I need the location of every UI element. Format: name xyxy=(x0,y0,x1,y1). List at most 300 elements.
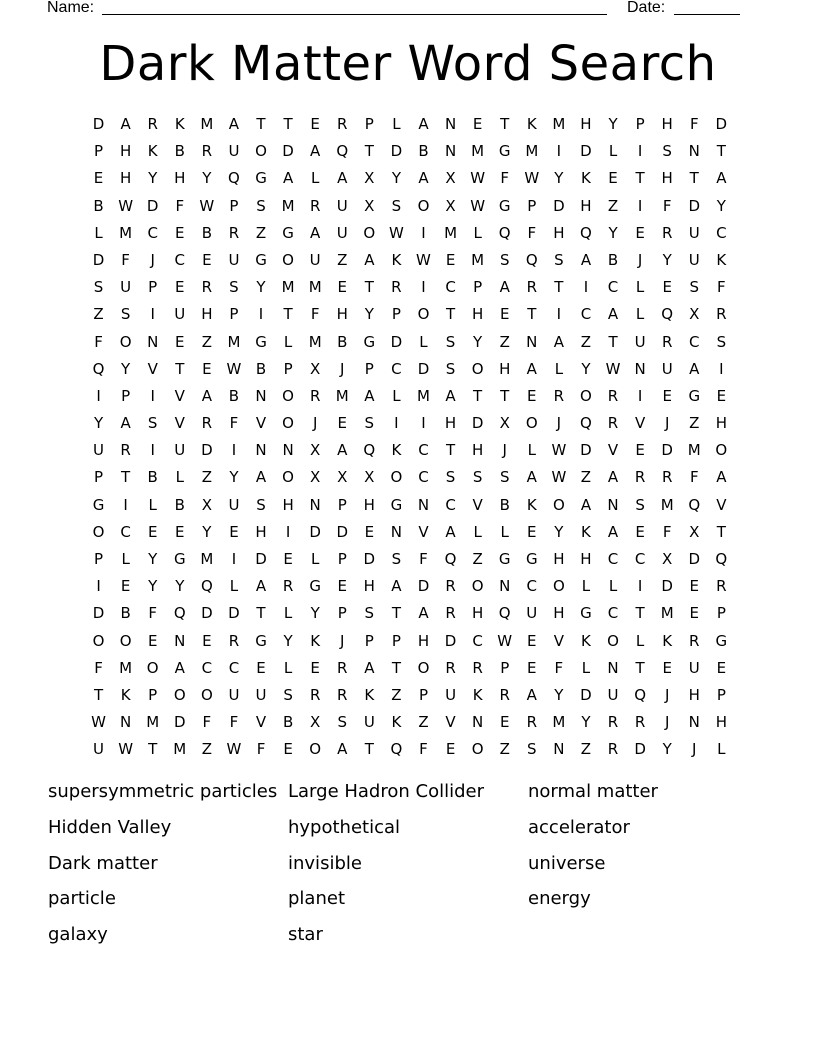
grid-letter[interactable]: S xyxy=(527,740,537,759)
grid-letter[interactable]: Q xyxy=(444,550,457,568)
grid-letter[interactable]: K xyxy=(581,169,591,188)
grid-letter[interactable]: X xyxy=(364,196,375,215)
grid-letter[interactable]: H xyxy=(580,115,592,133)
grid-letter[interactable]: F xyxy=(148,604,158,623)
grid-letter[interactable]: E xyxy=(175,278,185,297)
grid-letter[interactable]: G xyxy=(173,550,186,568)
grid-letter[interactable]: I xyxy=(556,142,562,161)
grid-letter[interactable]: R xyxy=(634,468,646,487)
grid-letter[interactable]: S xyxy=(445,359,456,378)
grid-letter[interactable]: I xyxy=(719,359,724,378)
grid-letter[interactable]: P xyxy=(500,658,510,677)
grid-letter[interactable]: C xyxy=(716,223,727,242)
grid-letter[interactable]: Z xyxy=(201,740,212,759)
grid-letter[interactable]: U xyxy=(688,250,700,269)
grid-letter[interactable]: H xyxy=(336,305,348,324)
grid-letter[interactable]: N xyxy=(607,495,619,514)
grid-letter[interactable]: E xyxy=(202,359,212,378)
grid-letter[interactable]: F xyxy=(419,740,428,759)
grid-letter[interactable]: A xyxy=(418,169,429,188)
grid-letter[interactable]: M xyxy=(444,223,458,242)
grid-letter[interactable]: O xyxy=(417,658,430,677)
grid-letter[interactable]: U xyxy=(228,250,240,269)
grid-letter[interactable]: R xyxy=(607,740,619,759)
grid-letter[interactable]: X xyxy=(310,441,321,460)
grid-letter[interactable]: D xyxy=(634,740,646,759)
grid-letter[interactable]: S xyxy=(689,278,700,297)
grid-letter[interactable]: U xyxy=(228,685,240,704)
grid-letter[interactable]: V xyxy=(445,713,456,732)
grid-letter[interactable]: D xyxy=(390,142,403,161)
grid-letter[interactable]: U xyxy=(336,223,348,242)
grid-letter[interactable]: B xyxy=(499,495,510,514)
grid-letter[interactable]: R xyxy=(445,577,456,596)
grid-letter[interactable]: R xyxy=(228,223,240,242)
grid-letter[interactable]: L xyxy=(527,441,536,460)
grid-letter[interactable]: E xyxy=(445,740,456,759)
grid-letter[interactable]: D xyxy=(471,414,484,433)
grid-letter[interactable]: R xyxy=(607,713,619,732)
grid-letter[interactable]: M xyxy=(119,223,133,242)
grid-letter[interactable]: A xyxy=(580,250,592,269)
grid-letter[interactable]: Z xyxy=(93,305,104,324)
grid-letter[interactable]: R xyxy=(147,115,158,133)
grid-letter[interactable]: L xyxy=(608,142,618,161)
grid-letter[interactable]: A xyxy=(689,359,700,378)
grid-letter[interactable]: C xyxy=(445,278,456,297)
grid-letter[interactable]: L xyxy=(608,577,618,596)
grid-letter[interactable]: T xyxy=(635,658,645,677)
grid-letter[interactable]: Z xyxy=(255,223,267,242)
grid-letter[interactable]: O xyxy=(525,414,538,433)
grid-letter[interactable]: L xyxy=(635,305,645,324)
grid-letter[interactable]: G xyxy=(498,550,511,568)
grid-letter[interactable]: U xyxy=(93,441,105,460)
grid-letter[interactable]: N xyxy=(255,441,267,460)
grid-letter[interactable]: A xyxy=(120,414,131,433)
grid-letter[interactable]: S xyxy=(499,468,510,487)
grid-letter[interactable]: Y xyxy=(202,169,212,188)
grid-letter[interactable]: Y xyxy=(148,550,158,568)
grid-letter[interactable]: U xyxy=(120,278,132,297)
grid-letter[interactable]: L xyxy=(635,631,645,650)
grid-letter[interactable]: Q xyxy=(228,169,240,188)
grid-letter[interactable]: Y xyxy=(554,685,564,704)
grid-letter[interactable]: E xyxy=(499,305,510,324)
grid-letter[interactable]: C xyxy=(418,441,429,460)
grid-letter[interactable]: I xyxy=(231,441,237,460)
grid-letter[interactable]: H xyxy=(444,414,457,433)
grid-letter[interactable]: O xyxy=(471,577,484,596)
grid-letter[interactable]: M xyxy=(308,332,322,351)
grid-letter[interactable]: D xyxy=(661,577,673,596)
grid-letter[interactable]: P xyxy=(337,550,347,568)
grid-letter[interactable]: E xyxy=(337,414,347,433)
grid-letter[interactable]: E xyxy=(689,604,699,623)
grid-letter[interactable]: T xyxy=(364,278,374,297)
grid-letter[interactable]: N xyxy=(688,713,700,732)
grid-letter[interactable]: J xyxy=(637,250,643,269)
grid-letter[interactable]: C xyxy=(689,332,700,351)
grid-letter[interactable]: Y xyxy=(716,196,726,215)
grid-letter[interactable]: S xyxy=(283,685,293,704)
grid-letter[interactable]: I xyxy=(96,386,101,405)
grid-letter[interactable]: S xyxy=(229,278,239,297)
grid-letter[interactable]: S xyxy=(445,468,456,487)
grid-letter[interactable]: Z xyxy=(580,332,592,351)
grid-letter[interactable]: F xyxy=(229,713,239,732)
grid-letter[interactable]: W xyxy=(226,359,242,378)
grid-letter[interactable]: W xyxy=(91,713,106,732)
grid-letter[interactable]: D xyxy=(553,196,565,215)
grid-letter[interactable]: X xyxy=(364,468,375,487)
grid-letter[interactable]: E xyxy=(175,332,185,351)
grid-letter[interactable]: A xyxy=(418,604,429,623)
grid-letter[interactable]: V xyxy=(255,713,267,732)
grid-letter[interactable]: W xyxy=(470,169,486,188)
grid-letter[interactable]: R xyxy=(309,196,321,215)
grid-letter[interactable]: K xyxy=(391,441,402,460)
grid-letter[interactable]: U xyxy=(309,250,321,269)
grid-letter[interactable]: O xyxy=(417,196,430,215)
grid-letter[interactable]: E xyxy=(93,169,104,188)
grid-letter[interactable]: A xyxy=(364,386,375,405)
grid-letter[interactable]: M xyxy=(119,658,133,677)
grid-letter[interactable]: A xyxy=(526,359,537,378)
grid-letter[interactable]: I xyxy=(637,196,643,215)
grid-letter[interactable]: K xyxy=(310,631,321,650)
grid-letter[interactable]: G xyxy=(363,332,376,351)
grid-letter[interactable]: S xyxy=(662,142,672,161)
grid-letter[interactable]: Y xyxy=(581,359,591,378)
grid-letter[interactable]: L xyxy=(581,658,591,677)
grid-letter[interactable]: A xyxy=(255,468,267,487)
grid-letter[interactable]: H xyxy=(201,305,213,324)
grid-letter[interactable]: P xyxy=(94,550,104,568)
grid-letter[interactable]: J xyxy=(664,685,670,704)
grid-letter[interactable]: H xyxy=(715,713,727,732)
grid-letter[interactable]: S xyxy=(93,278,104,297)
grid-letter[interactable]: T xyxy=(391,604,401,623)
grid-letter[interactable]: Y xyxy=(310,604,320,623)
grid-letter[interactable]: U xyxy=(363,713,375,732)
grid-letter[interactable]: S xyxy=(147,414,158,433)
grid-letter[interactable]: Q xyxy=(173,604,186,623)
grid-letter[interactable]: T xyxy=(364,740,374,759)
grid-letter[interactable]: H xyxy=(580,196,592,215)
grid-letter[interactable]: D xyxy=(661,441,673,460)
grid-letter[interactable]: H xyxy=(119,169,132,188)
grid-letter[interactable]: B xyxy=(337,332,348,351)
grid-letter[interactable]: P xyxy=(94,142,104,161)
grid-letter[interactable]: W xyxy=(524,169,540,188)
grid-letter[interactable]: Z xyxy=(391,685,402,704)
grid-letter[interactable]: U xyxy=(445,685,457,704)
grid-letter[interactable]: U xyxy=(174,305,186,324)
grid-letter[interactable]: N xyxy=(120,713,132,732)
grid-letter[interactable]: Y xyxy=(283,631,293,650)
grid-letter[interactable]: D xyxy=(444,631,457,650)
grid-letter[interactable]: N xyxy=(309,495,321,514)
grid-letter[interactable]: L xyxy=(635,278,645,297)
grid-letter[interactable]: E xyxy=(662,658,672,677)
grid-letter[interactable]: H xyxy=(119,142,132,161)
grid-letter[interactable]: E xyxy=(472,115,483,133)
grid-letter[interactable]: Q xyxy=(525,250,538,269)
grid-letter[interactable]: G xyxy=(525,550,538,568)
grid-letter[interactable]: I xyxy=(285,522,291,541)
grid-letter[interactable]: B xyxy=(255,359,267,378)
grid-letter[interactable]: B xyxy=(120,604,131,623)
grid-letter[interactable]: G xyxy=(255,332,267,351)
grid-letter[interactable]: Y xyxy=(608,115,618,133)
grid-letter[interactable]: T xyxy=(608,332,618,351)
grid-letter[interactable]: D xyxy=(688,550,701,568)
grid-letter[interactable]: F xyxy=(229,414,239,433)
grid-letter[interactable]: R xyxy=(337,685,348,704)
grid-letter[interactable]: E xyxy=(147,631,158,650)
grid-letter[interactable]: R xyxy=(337,658,348,677)
grid-letter[interactable]: G xyxy=(255,169,267,188)
grid-letter[interactable]: A xyxy=(580,495,592,514)
grid-letter[interactable]: X xyxy=(337,468,348,487)
grid-letter[interactable]: T xyxy=(391,658,401,677)
grid-letter[interactable]: L xyxy=(392,115,401,133)
grid-letter[interactable]: H xyxy=(363,495,375,514)
grid-letter[interactable]: Y xyxy=(229,468,239,487)
grid-letter[interactable]: F xyxy=(175,196,185,215)
grid-letter[interactable]: Q xyxy=(336,142,349,161)
grid-letter[interactable]: X xyxy=(310,713,321,732)
grid-letter[interactable]: L xyxy=(554,359,564,378)
grid-letter[interactable]: F xyxy=(662,522,672,541)
grid-letter[interactable]: Y xyxy=(148,577,158,596)
grid-letter[interactable]: V xyxy=(255,414,267,433)
grid-letter[interactable]: O xyxy=(119,631,132,650)
grid-letter[interactable]: M xyxy=(281,196,295,215)
grid-letter[interactable]: Z xyxy=(201,332,212,351)
grid-letter[interactable]: S xyxy=(256,495,266,514)
grid-letter[interactable]: B xyxy=(174,142,185,161)
grid-letter[interactable]: O xyxy=(552,495,565,514)
grid-letter[interactable]: O xyxy=(200,685,213,704)
grid-letter[interactable]: J xyxy=(502,441,507,460)
grid-letter[interactable]: A xyxy=(526,685,537,704)
grid-letter[interactable]: E xyxy=(635,522,645,541)
grid-letter[interactable]: D xyxy=(417,359,430,378)
grid-letter[interactable]: T xyxy=(500,386,510,405)
grid-letter[interactable]: D xyxy=(580,142,592,161)
grid-letter[interactable]: N xyxy=(444,142,457,161)
grid-letter[interactable]: R xyxy=(472,658,483,677)
grid-letter[interactable]: S xyxy=(120,305,131,324)
grid-letter[interactable]: V xyxy=(147,359,158,378)
grid-letter[interactable]: Z xyxy=(689,414,700,433)
grid-letter[interactable]: T xyxy=(689,169,699,188)
grid-letter[interactable]: M xyxy=(552,115,566,133)
grid-letter[interactable]: J xyxy=(664,713,670,732)
grid-letter[interactable]: P xyxy=(229,305,239,324)
grid-letter[interactable]: P xyxy=(148,278,158,297)
grid-letter[interactable]: P xyxy=(364,359,374,378)
grid-letter[interactable]: K xyxy=(526,495,537,514)
grid-letter[interactable]: S xyxy=(391,550,402,568)
grid-letter[interactable]: M xyxy=(200,115,214,133)
grid-letter[interactable]: Y xyxy=(608,223,618,242)
grid-letter[interactable]: V xyxy=(634,414,646,433)
grid-letter[interactable]: R xyxy=(201,414,213,433)
grid-letter[interactable]: L xyxy=(121,550,130,568)
grid-letter[interactable]: A xyxy=(228,115,240,133)
grid-letter[interactable]: U xyxy=(93,740,105,759)
grid-letter[interactable]: Y xyxy=(93,414,104,433)
grid-letter[interactable]: R xyxy=(689,631,700,650)
grid-letter[interactable]: E xyxy=(120,577,131,596)
grid-letter[interactable]: Q xyxy=(661,305,674,324)
grid-letter[interactable]: R xyxy=(661,332,673,351)
grid-letter[interactable]: R xyxy=(228,631,240,650)
grid-letter[interactable]: Y xyxy=(581,713,591,732)
grid-letter[interactable]: Z xyxy=(472,550,483,568)
grid-letter[interactable]: N xyxy=(147,332,159,351)
grid-letter[interactable]: T xyxy=(148,740,158,759)
grid-letter[interactable]: N xyxy=(444,115,457,133)
grid-letter[interactable]: R xyxy=(661,223,673,242)
grid-letter[interactable]: U xyxy=(255,685,267,704)
grid-letter[interactable]: A xyxy=(364,658,375,677)
grid-letter[interactable]: E xyxy=(527,658,537,677)
grid-letter[interactable]: U xyxy=(661,359,673,378)
grid-letter[interactable]: E xyxy=(445,250,456,269)
grid-letter[interactable]: O xyxy=(552,577,565,596)
grid-letter[interactable]: R xyxy=(716,577,727,596)
grid-letter[interactable]: G xyxy=(498,142,511,161)
grid-letter[interactable]: J xyxy=(312,414,318,433)
grid-letter[interactable]: A xyxy=(391,577,402,596)
grid-letter[interactable]: F xyxy=(256,740,266,759)
grid-letter[interactable]: L xyxy=(310,169,320,188)
grid-letter[interactable]: G xyxy=(715,631,728,650)
grid-letter[interactable]: E xyxy=(527,631,537,650)
grid-letter[interactable]: T xyxy=(500,115,510,133)
grid-letter[interactable]: H xyxy=(471,441,484,460)
grid-letter[interactable]: K xyxy=(147,142,158,161)
grid-letter[interactable]: N xyxy=(255,386,267,405)
grid-letter[interactable]: N xyxy=(634,359,646,378)
grid-letter[interactable]: A xyxy=(310,223,321,242)
grid-letter[interactable]: S xyxy=(256,196,266,215)
grid-letter[interactable]: R xyxy=(553,386,565,405)
grid-letter[interactable]: R xyxy=(526,278,537,297)
grid-letter[interactable]: E xyxy=(337,278,347,297)
grid-letter[interactable]: N xyxy=(607,658,619,677)
grid-letter[interactable]: Z xyxy=(607,196,619,215)
grid-letter[interactable]: P xyxy=(364,631,374,650)
grid-letter[interactable]: X xyxy=(499,414,510,433)
grid-letter[interactable]: W xyxy=(470,196,486,215)
grid-letter[interactable]: N xyxy=(417,495,430,514)
grid-letter[interactable]: E xyxy=(175,223,185,242)
grid-letter[interactable]: H xyxy=(471,305,484,324)
grid-letter[interactable]: G xyxy=(390,495,403,514)
grid-letter[interactable]: D xyxy=(363,550,376,568)
grid-letter[interactable]: A xyxy=(607,468,619,487)
grid-letter[interactable]: U xyxy=(688,658,700,677)
grid-letter[interactable]: L xyxy=(148,495,157,514)
grid-letter[interactable]: J xyxy=(150,250,155,269)
grid-letter[interactable]: I xyxy=(231,550,237,568)
grid-letter[interactable]: M xyxy=(308,278,322,297)
grid-letter[interactable]: P xyxy=(418,685,428,704)
grid-letter[interactable]: B xyxy=(174,495,185,514)
grid-letter[interactable]: Z xyxy=(580,740,592,759)
grid-letter[interactable]: A xyxy=(364,250,375,269)
grid-letter[interactable]: N xyxy=(390,522,403,541)
grid-letter[interactable]: A xyxy=(526,468,537,487)
grid-letter[interactable]: T xyxy=(635,169,645,188)
grid-letter[interactable]: L xyxy=(473,223,482,242)
grid-letter[interactable]: W xyxy=(226,740,242,759)
grid-letter[interactable]: B xyxy=(93,196,104,215)
grid-letter[interactable]: F xyxy=(527,223,537,242)
grid-letter[interactable]: Y xyxy=(473,332,483,351)
grid-letter[interactable]: H xyxy=(363,577,375,596)
grid-letter[interactable]: C xyxy=(120,522,131,541)
grid-letter[interactable]: R xyxy=(716,305,727,324)
grid-letter[interactable]: M xyxy=(471,250,485,269)
grid-letter[interactable]: Z xyxy=(499,740,510,759)
grid-letter[interactable]: G xyxy=(92,495,105,514)
grid-letter[interactable]: E xyxy=(716,386,727,405)
grid-letter[interactable]: E xyxy=(527,522,537,541)
grid-letter[interactable]: B xyxy=(607,250,619,269)
grid-letter[interactable]: K xyxy=(581,631,591,650)
grid-letter[interactable]: Q xyxy=(92,359,105,378)
grid-letter[interactable]: V xyxy=(174,386,185,405)
grid-letter[interactable]: D xyxy=(336,522,349,541)
grid-letter[interactable]: G xyxy=(309,577,321,596)
grid-letter[interactable]: J xyxy=(340,631,345,650)
grid-letter[interactable]: F xyxy=(94,658,103,677)
grid-letter[interactable]: M xyxy=(173,740,187,759)
grid-letter[interactable]: H xyxy=(580,550,592,568)
grid-letter[interactable]: H xyxy=(471,604,484,623)
grid-letter[interactable]: E xyxy=(229,522,239,541)
grid-letter[interactable]: A xyxy=(607,305,619,324)
grid-letter[interactable]: I xyxy=(150,441,155,460)
grid-letter[interactable]: X xyxy=(689,305,700,324)
grid-letter[interactable]: C xyxy=(580,305,592,324)
grid-letter[interactable]: A xyxy=(282,169,294,188)
grid-letter[interactable]: T xyxy=(256,115,266,133)
grid-letter[interactable]: J xyxy=(664,414,670,433)
grid-letter[interactable]: D xyxy=(282,142,294,161)
grid-letter[interactable]: P xyxy=(148,685,158,704)
grid-letter[interactable]: C xyxy=(607,278,619,297)
grid-letter[interactable]: G xyxy=(498,196,511,215)
grid-letter[interactable]: A xyxy=(255,577,267,596)
grid-letter[interactable]: C xyxy=(526,577,538,596)
grid-letter[interactable]: V xyxy=(472,495,483,514)
grid-letter[interactable]: P xyxy=(229,196,239,215)
grid-letter[interactable]: I xyxy=(421,223,426,242)
grid-letter[interactable]: R xyxy=(445,658,456,677)
grid-letter[interactable]: P xyxy=(121,386,131,405)
grid-letter[interactable]: O xyxy=(417,305,430,324)
grid-letter[interactable]: D xyxy=(715,115,728,133)
grid-letter[interactable]: F xyxy=(717,278,726,297)
grid-letter[interactable]: O xyxy=(119,332,132,351)
